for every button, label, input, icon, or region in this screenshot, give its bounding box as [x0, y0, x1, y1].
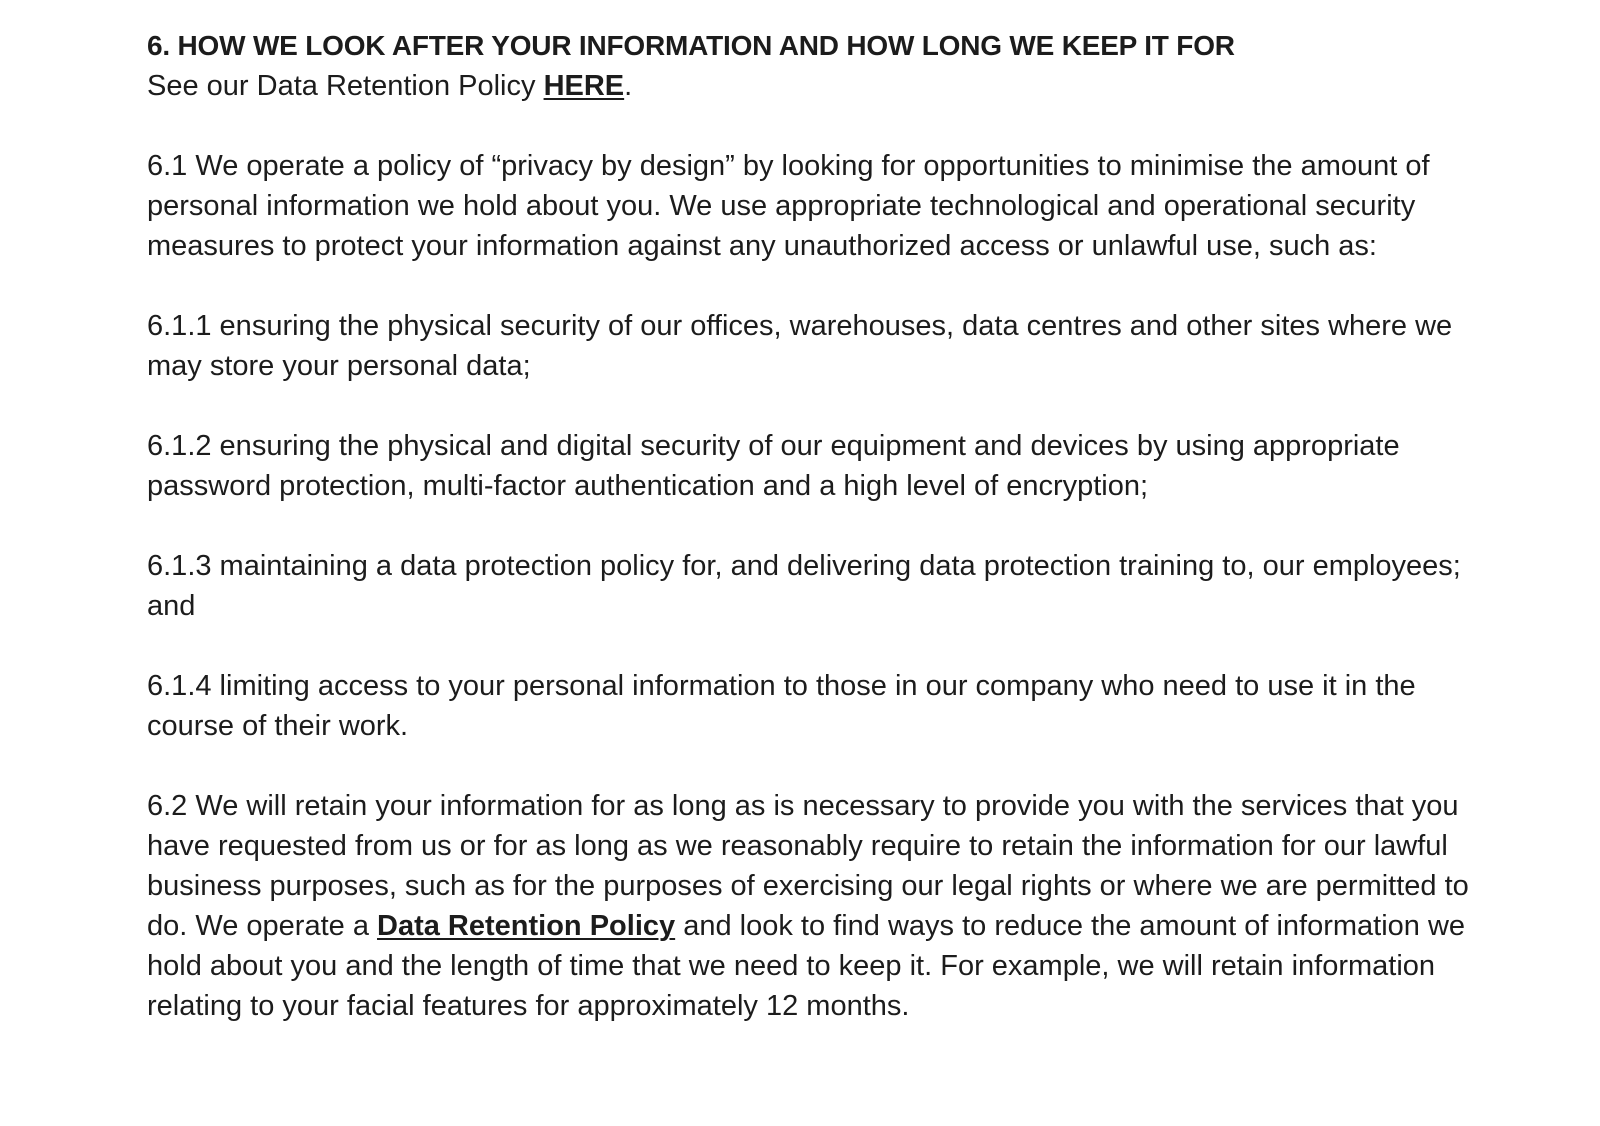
here-link[interactable]: HERE [543, 70, 625, 102]
paragraph-6-1-3: 6.1.3 maintaining a data protection policy for, and delivering data protection training to, our employees; and [147, 550, 1461, 622]
policy-section [147, 26, 1507, 1066]
section-heading: 6. HOW WE LOOK AFTER YOUR INFORMATION AND HOW LONG WE KEEP IT FOR [147, 30, 1235, 61]
paragraph-6-2 [147, 786, 1507, 1026]
intro-text: See our Data Retention Policy [147, 70, 544, 102]
intro-paragraph [147, 66, 1507, 106]
paragraph-6-2-text-end: and look to find ways to reduce the amount of information we hold about you and the length of time that we need to keep it. For example, we will retain information relating to your facial features for approximately 12 months. [147, 910, 1466, 1022]
paragraph-6-1-2: 6.1.2 ensuring the physical and digital security of our equipment and devices by using appropriate password protection, multi-factor authentication and a high level of encryption; [147, 430, 1400, 502]
intro-end: . [624, 70, 633, 102]
paragraph-6-1-1: 6.1.1 ensuring the physical security of our offices, warehouses, data centres and other sites where we may store your personal data; [147, 310, 1453, 382]
paragraph-6-1-4: 6.1.4 limiting access to your personal information to those in our company who need to use it in the course of their work. [147, 670, 1416, 742]
data-retention-policy-link[interactable]: Data Retention Policy [377, 910, 676, 942]
paragraph-6-2-text-start: 6.2 We will retain your information for as long as is necessary to provide you with the services that you have requested from us or for as long as we reasonably require to retain the information for our lawful business purposes, such as for the purposes of exercising our legal rights or where we are permitted to do. We operate a [147, 790, 1469, 942]
paragraph-6-1: 6.1 We operate a policy of “privacy by design” by looking for opportunities to minimise the amount of personal information we hold about you. We use appropriate technological and operational security measures to protect your information against any unauthorized access or unlawful use, such as: [147, 150, 1430, 262]
